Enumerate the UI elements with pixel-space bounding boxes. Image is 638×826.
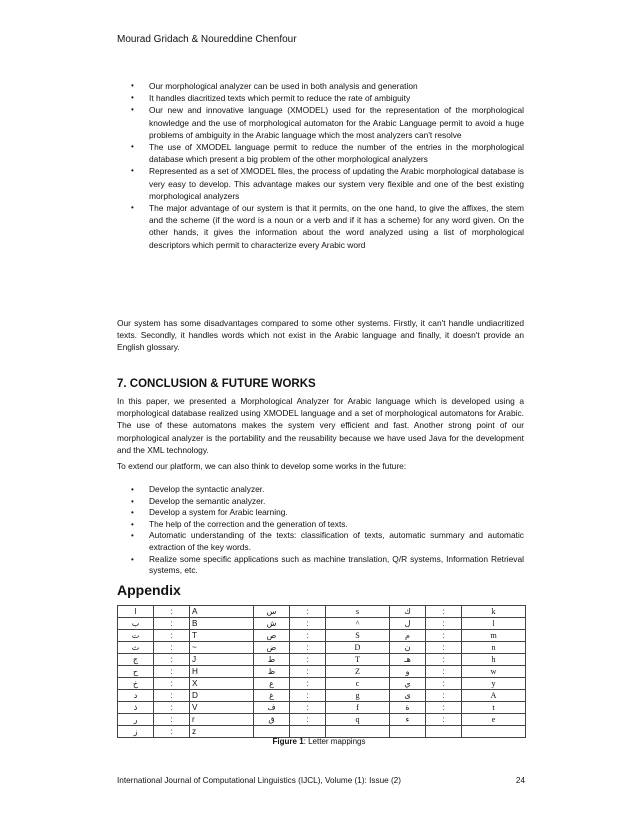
separator-cell: : (290, 606, 326, 618)
table-row (118, 678, 526, 690)
separator-cell: : (426, 654, 462, 666)
separator-cell: : (154, 726, 190, 738)
separator-cell: : (426, 666, 462, 678)
latin-mapping-cell: z (190, 726, 254, 738)
list-item (117, 554, 524, 577)
latin-mapping-cell: D (326, 642, 390, 654)
arabic-letter-cell: ى (390, 690, 426, 702)
bullet-glyph: • (131, 93, 134, 103)
list-item (117, 92, 524, 104)
arabic-letter-cell: ت (118, 630, 154, 642)
table-row (118, 654, 526, 666)
arabic-letter-cell: ن (390, 642, 426, 654)
latin-mapping-cell: m (462, 630, 526, 642)
latin-mapping-cell: B (190, 618, 254, 630)
table-row (118, 618, 526, 630)
arabic-letter-cell: ز (118, 726, 154, 738)
arabic-letter-cell: ج (118, 654, 154, 666)
list-item (117, 141, 524, 165)
arabic-letter-cell: ة (390, 702, 426, 714)
latin-mapping-cell: s (326, 606, 390, 618)
list-item (117, 165, 524, 202)
table-row (118, 666, 526, 678)
table-row (118, 630, 526, 642)
list-item-text: The use of XMODEL language permit to reduce the number of the entries in the morphological database which present a big problem of the other morphological analyzers (149, 142, 524, 165)
latin-mapping-cell: g (326, 690, 390, 702)
latin-mapping-cell: y (462, 678, 526, 690)
separator-cell: : (154, 654, 190, 666)
arabic-letter-cell: ف (254, 702, 290, 714)
list-item-text: The major advantage of our system is that it permits, on the one hand, to give the affixes, the stem and the scheme (if the word is a noun or a verb and if it has a scheme) for any word given. On the other hands, it gives the information about the word analyzed using a list of morphological descriptors which permit to characterize every Arabic word (149, 203, 524, 250)
list-item (117, 80, 524, 92)
list-item-text: Develop the semantic analyzer. (149, 495, 266, 506)
arabic-letter-cell: ء (390, 714, 426, 726)
arabic-letter-cell: ث (118, 642, 154, 654)
separator-cell: : (290, 630, 326, 642)
separator-cell (426, 726, 462, 738)
table-row (118, 726, 526, 738)
table-row (118, 606, 526, 618)
conclusion-paragraph: In this paper, we presented a Morphological Analyzer for Arabic language which is developed using a morphological database realized using XMODEL language and a set of morphological automatons for Arabic. The use of these automatons makes the system very efficient and fast. Another strong point of our morphological analyzer is the portability and the reusability because we have used Java for the development and the XML technology. (117, 396, 524, 455)
latin-mapping-cell (326, 726, 390, 738)
latin-mapping-cell: h (462, 654, 526, 666)
table-row (118, 690, 526, 702)
list-item (117, 507, 524, 519)
appendix-heading: Appendix (117, 582, 181, 598)
list-item-text: Our new and innovative language (XMODEL) used for the representation of the morphological knowledge and the use of morphological automaton for the Arabic Language permit to avoid a huge problems of ambiguity in the Arabic language which the most analyzers can't resolve (149, 105, 524, 140)
arabic-letter-cell: م (390, 630, 426, 642)
list-item (117, 496, 524, 508)
table-row (118, 642, 526, 654)
arabic-letter-cell: ك (390, 606, 426, 618)
latin-mapping-cell: l (462, 618, 526, 630)
latin-mapping-cell: A (462, 690, 526, 702)
arabic-letter-cell: ص (254, 630, 290, 642)
separator-cell: : (290, 714, 326, 726)
arabic-letter-cell: ح (118, 666, 154, 678)
latin-mapping-cell: Z (326, 666, 390, 678)
separator-cell: : (426, 678, 462, 690)
section-heading: 7. CONCLUSION & FUTURE WORKS (117, 378, 316, 390)
latin-mapping-cell: c (326, 678, 390, 690)
separator-cell: : (426, 618, 462, 630)
figure-caption (0, 737, 638, 746)
latin-mapping-cell: f (326, 702, 390, 714)
latin-mapping-cell: X (190, 678, 254, 690)
separator-cell: : (426, 642, 462, 654)
bullet-glyph: • (131, 105, 134, 115)
separator-cell (290, 726, 326, 738)
separator-cell: : (154, 678, 190, 690)
arabic-letter-cell: ا (118, 606, 154, 618)
table-row (118, 714, 526, 726)
latin-mapping-cell: e (462, 714, 526, 726)
separator-cell: : (154, 630, 190, 642)
latin-mapping-cell: q (326, 714, 390, 726)
arabic-letter-cell: د (118, 690, 154, 702)
list-item (117, 104, 524, 141)
list-item-text: It handles diacritized texts which permit to reduce the rate of ambiguity (149, 93, 411, 104)
list-item (117, 530, 524, 553)
list-item (117, 202, 524, 251)
latin-mapping-cell: ~ (190, 642, 254, 654)
bullet-glyph: • (131, 203, 134, 213)
bullet-glyph: • (131, 166, 134, 176)
page-number: 24 (515, 776, 525, 785)
page-footer (117, 776, 525, 785)
arabic-letter-cell: ض (254, 642, 290, 654)
latin-mapping-cell: S (326, 630, 390, 642)
separator-cell: : (426, 702, 462, 714)
separator-cell: : (426, 606, 462, 618)
bullet-glyph: • (131, 81, 134, 90)
arabic-letter-cell: و (390, 666, 426, 678)
latin-mapping-cell: D (190, 690, 254, 702)
bullet-glyph: • (131, 508, 134, 518)
letter-mapping-table (117, 605, 526, 738)
arabic-letter-cell (390, 726, 426, 738)
arabic-letter-cell: ل (390, 618, 426, 630)
separator-cell: : (154, 642, 190, 654)
list-item (117, 519, 524, 531)
arabic-letter-cell: ذ (118, 702, 154, 714)
list-item (117, 484, 524, 496)
latin-mapping-cell: r (190, 714, 254, 726)
arabic-letter-cell: ع (254, 678, 290, 690)
separator-cell: : (154, 618, 190, 630)
bullet-glyph: • (131, 142, 134, 152)
arabic-letter-cell (254, 726, 290, 738)
future-intro-paragraph: To extend our platform, we can also think to develop some works in the future: (117, 461, 407, 471)
latin-mapping-cell: ^ (326, 618, 390, 630)
arabic-letter-cell: ط (254, 654, 290, 666)
arabic-letter-cell: ش (254, 618, 290, 630)
separator-cell: : (154, 606, 190, 618)
separator-cell: : (290, 678, 326, 690)
advantages-list (117, 80, 524, 251)
latin-mapping-cell: k (462, 606, 526, 618)
list-item-text: Represented as a set of XMODEL files, the process of updating the Arabic morphological database is very easy to develop. This advantage makes our system very flexible and one of the best existing morphological analyzers (149, 166, 524, 201)
arabic-letter-cell: ق (254, 714, 290, 726)
latin-mapping-cell: V (190, 702, 254, 714)
footer-journal: International Journal of Computational Linguistics (IJCL), Volume (1): Issue (2) (117, 776, 401, 785)
latin-mapping-cell: n (462, 642, 526, 654)
latin-mapping-cell: T (190, 630, 254, 642)
arabic-letter-cell: ظ (254, 666, 290, 678)
latin-mapping-cell: t (462, 702, 526, 714)
separator-cell: : (426, 690, 462, 702)
separator-cell: : (290, 702, 326, 714)
bullet-glyph: • (131, 519, 134, 529)
list-item-text: Our morphological analyzer can be used in both analysis and generation (149, 81, 418, 91)
separator-cell: : (290, 654, 326, 666)
separator-cell: : (154, 666, 190, 678)
separator-cell: : (290, 690, 326, 702)
list-item-text: Develop the syntactic analyzer. (149, 484, 265, 494)
latin-mapping-cell: H (190, 666, 254, 678)
separator-cell: : (154, 690, 190, 702)
separator-cell: : (290, 666, 326, 678)
arabic-letter-cell: هـ (390, 654, 426, 666)
separator-cell: : (154, 714, 190, 726)
separator-cell: : (426, 630, 462, 642)
list-item-text: Realize some specific applications such as machine translation, Q/R systems, Information Retrieval systems, etc. (149, 553, 524, 576)
bullet-glyph: • (131, 485, 134, 494)
table-row (118, 702, 526, 714)
arabic-letter-cell: غ (254, 690, 290, 702)
arabic-letter-cell: خ (118, 678, 154, 690)
latin-mapping-cell: A (190, 606, 254, 618)
latin-mapping-cell: w (462, 666, 526, 678)
future-works-list (117, 484, 524, 577)
list-item-text: Automatic understanding of the texts: classification of texts, automatic summary and automatic extraction of the key words. (149, 530, 524, 552)
list-item-text: The help of the correction and the generation of texts. (149, 518, 348, 529)
caption-label: Figure 1 (272, 737, 304, 746)
disadvantages-paragraph: Our system has some disadvantages compared to some other systems. Firstly, it can't handle undiacritized texts. Secondly, it handles words which not exist in the Arabic language and finally, it doesn't provide an English glossary. (117, 318, 524, 353)
latin-mapping-cell: T (326, 654, 390, 666)
caption-text: : Letter mappings (303, 737, 366, 746)
latin-mapping-cell (462, 726, 526, 738)
bullet-glyph: • (131, 496, 134, 506)
arabic-letter-cell: ب (118, 618, 154, 630)
separator-cell: : (426, 714, 462, 726)
separator-cell: : (290, 618, 326, 630)
arabic-letter-cell: س (254, 606, 290, 618)
list-item-text: Develop a system for Arabic learning. (149, 507, 288, 518)
latin-mapping-cell: J (190, 654, 254, 666)
arabic-letter-cell: ر (118, 714, 154, 726)
bullet-glyph: • (131, 554, 134, 564)
separator-cell: : (290, 642, 326, 654)
separator-cell: : (154, 702, 190, 714)
running-header: Mourad Gridach & Noureddine Chenfour (117, 34, 297, 45)
arabic-letter-cell: ي (390, 678, 426, 690)
bullet-glyph: • (131, 531, 134, 541)
